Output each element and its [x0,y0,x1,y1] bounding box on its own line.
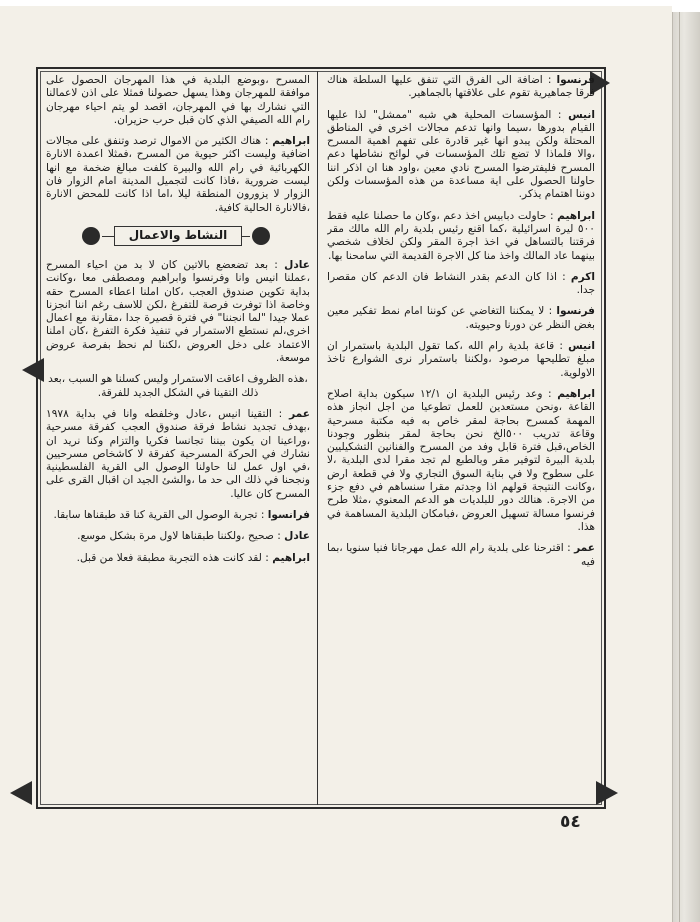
paragraph-text: حاولت دبابيس اخذ دعم ،وكان ما حصلنا عليه فقط ٥٠٠ ليرة اسرائيلية ،كما اقنع رئيس بلدية رام الله مالك مقر فرقتنا بالتساهل في اخذ اجرة المقر ولكن لخلاف شخصي بينهما عاد المالك واخذ منا كل الاجرة القديمة التي سامحنا بها. [327,209,595,262]
speaker-name: ابراهيم [272,135,310,148]
paragraph-text: صحيح ،ولكننا طبقناها لاول مرة بشكل موسع. [77,530,274,543]
paragraph-text: اقترحنا على بلدية رام الله عمل مهرجانا فنيا سنويا ،بما فيه [327,542,595,568]
paragraph: ابراهيم : هناك الكثير من الاموال ترصد وتنفق على مجالات اضافية وليست اكثر حيوية من المسرح ،فمثلا اعمدة الانارة الكهربائية في رام الله والبيرة كلفت مبالغ ضخمة مع انها ليست ضرورية ،فاذا كانت لتجميل المدينة امام الزوار فان الزوار لا يزورون المنطقة ليلا ،اما اذا كانت للمحض الانارة ،فالانارة الحالية كافية. [46,135,310,214]
paragraph: ابراهيم : حاولت دبابيس اخذ دعم ،وكان ما حصلنا عليه فقط ٥٠٠ ليرة اسرائيلية ،كما اقنع رئيس بلدية رام الله مالك مقر فرقتنا بالتساهل في اخذ اجرة المقر ولكن لخلاف شخصي بينهما عاد المالك واخذ منا كل الاجرة القديمة التي سامحنا بها. [327,209,595,262]
paragraph-text: المؤسسات المحلية هي شبه "ممشل" لذا عليها القيام بدورها ،سيما وانها تدعم مجالات اخرى في المناطق المحتلة ولكن يبدو انها غير قادرة على تفهم اهمية المسرح ،والا فلماذا لا تضع تلك المؤسسات في لوائح نشاطها دعم المسرح فليفترضوا المسرح نادي معين ،واود هنا ان اذكر اننا حاولنا الحصول على اية مساعدة من هذه المؤسسات ولكن دوننا اهتمام يذكر. [327,108,595,201]
speaker-name: عمر [574,542,595,555]
bullet-dot-icon [82,227,100,245]
paragraph: فرنسوا : اضافة الى الفرق التي تنفق عليها السلطة هناك فرقا جماهيرية تقوم على علاقتها بالجماهير. [327,74,595,100]
paragraph: ابراهيم : لقد كانت هذه التجربة مطبقة فعلا من قبل. [76,551,310,564]
paragraph-text: لقد كانت هذه التجربة مطبقة فعلا من قبل. [76,551,262,564]
paragraph: انيس : المؤسسات المحلية هي شبه "ممشل" لذا عليها القيام بدورها ،سيما وانها تدعم مجالات اخرى في المناطق المحتلة ولكن يبدو انها غير قادرة على تفهم اهمية المسرح ،والا فلماذا لا تضع تلك المؤسسات في لوائح نشاطها دعم المسرح فليفترضوا المسرح نادي معين ،واود هنا ان اذكر اننا حاولنا الحصول على اية مساعدة من هذه المؤسسات ولكن دوننا اهتمام يذكر. [327,108,595,201]
speaker-name: عادل [284,258,310,271]
column-divider [317,71,318,805]
paragraph-text: تجربة الوصول الى القرية كنا قد طبقناها سابقا. [53,509,258,522]
paragraph: انيس : قاعة بلدية رام الله ،كما تقول البلدية باستمرار ان مبلغ تطليحها مرصود ،ولكننا باستمرار نرى الشوارع تاخذ الاولوية. [327,340,595,379]
speaker-name: ابراهيم [272,551,310,564]
page-number: ٥٤ [560,812,581,832]
paragraph-text: اذا كان الدعم بقدر النشاط فان الدعم كان مقصرا جدا. [327,270,595,297]
paragraph [46,373,310,400]
paragraph-text: بعد تضعضع بالاتين كان لا بد من احياء المسرح ،عملنا انيس وانا وفرنسوا وابراهيم ومصطفى معا ،وكانت بداية تكوين صندوق العجب ،كان املنا اعطاء المسرح حقه وخاصة اذا توفرت فرصة للتفرغ ،لكن للاسف رغم اننا انجزنا عملا جيدا "لما انجننا" في فترة قصيرة جدا ،مقارنة مع اعمال اخرى،لم نستطع الاستمرار في تنفيذ فكرة التفرغ ،كان املنا الاعتماد على دخل العروض ،لكننا لم نحظ بفرصة عروض موسعة. [46,258,310,365]
paragraph: اكرم : اذا كان الدعم بقدر النشاط فان الدعم كان مقصرا جدا. [327,270,595,297]
paragraph-text: قاعة بلدية رام الله ،كما تقول البلدية باستمرار ان مبلغ تطليحها مرصود ،ولكننا باستمرار نرى الشوارع تاخذ الاولوية. [327,340,595,379]
speaker-name: انيس [568,340,595,353]
paragraph [46,74,310,127]
section-heading-label: النشاط والاعمال [114,226,243,245]
left-column [46,74,310,802]
speaker-name: ابراهيم [557,387,595,400]
paragraph: عمر : اقترحنا على بلدية رام الله عمل مهرجانا فنيا سنويا ،بما فيه [327,542,595,568]
right-column [327,74,595,802]
paragraph: عادل : بعد تضعضع بالاتين كان لا بد من احياء المسرح ،عملنا انيس وانا وفرنسوا وابراهيم ومصطفى معا ،وكانت بداية تكوين صندوق العجب ،كان املنا اعطاء المسرح حقه وخاصة اذا توفرت فرصة للتفرغ ،لكن للاسف رغم اننا انجزنا عملا جيدا "لما انجننا" في فترة قصيرة جدا ،مقارنة مع اعمال اخرى،لم نستطع الاستمرار في تنفيذ فكرة التفرغ ،كان املنا الاعتماد على دخل العروض ،لكننا لم نحظ بفرصة عروض موسعة. [46,258,310,365]
paragraph: فرانسوا : تجربة الوصول الى القرية كنا قد طبقناها سابقا. [53,509,310,522]
paragraph-text: لا يمكننا التغاضي عن كوننا امام نمط تفكير معين بغض النظر عن دورنا وحيويته. [327,305,595,331]
paragraph-text: ،هذه الظروف اعاقت الاستمرار وليس كسلنا هو السبب ،بعد ذلك التقينا في الشكل الجديد للفرقة. [48,373,308,399]
speaker-name: فرانسوا [267,509,310,522]
triangle-marker-icon [22,358,44,382]
paragraph-text: هناك الكثير من الاموال ترصد وتنفق على مجالات اضافية وليست اكثر حيوية من المسرح ،فمثلا اعمدة الانارة الكهربائية في رام الله والبيرة كلفت مبالغ ضخمة مع انها ليست ضرورية ،فاذا كانت لتجميل المدينة امام الزوار فان الزوار لا يزورون المنطقة ليلا ،اما اذا كانت للمحض الانارة ،فالانارة الحالية كافية. [46,135,310,214]
speaker-name: ابراهيم [557,209,595,222]
speaker-name: انيس [568,108,595,121]
paragraph-text: وعد رئيس البلدية ان ١٢/١ سيكون بداية اصلاح القاعة ،ونحن مستعدين للعمل تطوعيا من اجل انجاز هذه المهمة كمسرح بحاجة لمقر خاص به فيه مكتبة مسرحية وقاعة تدريب ٥٠٠الخ نحن بحاجة لمقر بنظور وجودنا الخاص،قبل فترة قابل وفد من المسرح والفنانين التشكيليين بلدية البيرة لتوفير مقر وبالطبع لم تجد مقرا لدى البلدية ،لا على سطوح ولا في بناية السوق التجاري ولا في قطعة ارض ،وكانت النتيجة قولهم اذا وجدتم مقرا سنساهم في دفع جزء من الاجرة. هنالك دور للبلديات هو الدعم المعنوي ،مثلا طرح فرنسوا مسالة تسهيل العروض ،فبامكان البلدية المساهمة في هذا. [327,387,595,533]
paragraph: فرنسوا : لا يمكننا التغاضي عن كوننا امام نمط تفكير معين بغض النظر عن دورنا وحيويته. [327,305,595,331]
speaker-name: فرنسوا [556,305,595,318]
speaker-name: عادل [284,530,310,543]
triangle-marker-icon [10,781,32,805]
speaker-name: فرنسوا [556,74,595,86]
section-heading [46,223,310,249]
speaker-name: عمر [289,407,310,420]
page-stack-edge [672,12,700,922]
paragraph-text: المسرح ،وبوضع البلدية في هذا المهرجان الحصول على موافقة للمهرجان وهذا يسهل حصولنا فمثلا على اذن لاعمالنا التي نشارك بها في المهرجان، اقصد لو يتم احياء مهرجان رام الله الصيفي الذي كان قبل حرب حزيران. [46,74,310,126]
paragraph: عادل : صحيح ،ولكننا طبقناها لاول مرة بشكل موسع. [77,530,310,543]
paragraph-text: اضافة الى الفرق التي تنفق عليها السلطة هناك فرقا جماهيرية تقوم على علاقتها بالجماهير. [327,74,595,100]
triangle-marker-icon [596,781,618,805]
paragraph: عمر : التقينا انيس ،عادل وخلفطه وانا في بداية ١٩٧٨ ،بهدف تجديد نشاط فرقة صندوق العجب كفرقة مسرحية ،وراعينا ان يكون بيننا تجانسا فكريا والتزام وكنا نريد ان نشارك في الحركة المسرحية كفرقة لا كاشخاص مسرحيين ،في اول عمل لنا حاولنا الوصول الى القرية الفلسطينية ونجحنا في ذلك الى حد ما ،والشئ الجيد ان اقبال القرى على المسرح كان عاليا. [46,407,310,500]
paragraph-text: التقينا انيس ،عادل وخلفطه وانا في بداية ١٩٧٨ ،بهدف تجديد نشاط فرقة صندوق العجب كفرقة مسرحية ،وراعينا ان يكون بيننا تجانسا فكريا والتزام وكنا نريد ان نشارك في الحركة المسرحية كفرقة لا كاشخاص مسرحيين ،في اول عمل لنا حاولنا الوصول الى القرية الفلسطينية ونجحنا في ذلك الى حد ما ،والشئ الجيد ان اقبال القرى على المسرح كان عاليا. [46,407,310,500]
speaker-name: اكرم [570,270,595,283]
paragraph: ابراهيم : وعد رئيس البلدية ان ١٢/١ سيكون بداية اصلاح القاعة ،ونحن مستعدين للعمل تطوعيا من اجل انجاز هذه المهمة كمسرح بحاجة لمقر خاص به فيه مكتبة مسرحية وقاعة تدريب ٥٠٠الخ نحن بحاجة لمقر بنظور وجودنا الخاص،قبل فترة قابل وفد من المسرح والفنانين التشكيليين بلدية البيرة لتوفير مقر وبالطبع لم تجد مقرا لدى البلدية ،لا على سطوح ولا في بناية السوق التجاري ولا في قطعة ارض ،وكانت النتيجة قولهم اذا وجدتم مقرا سنساهم في دفع جزء من الاجرة. هنالك دور للبلديات هو الدعم المعنوي ،مثلا طرح فرنسوا مسالة تسهيل العروض ،فبامكان البلدية المساهمة في هذا. [327,387,595,533]
bullet-dot-icon [252,227,270,245]
